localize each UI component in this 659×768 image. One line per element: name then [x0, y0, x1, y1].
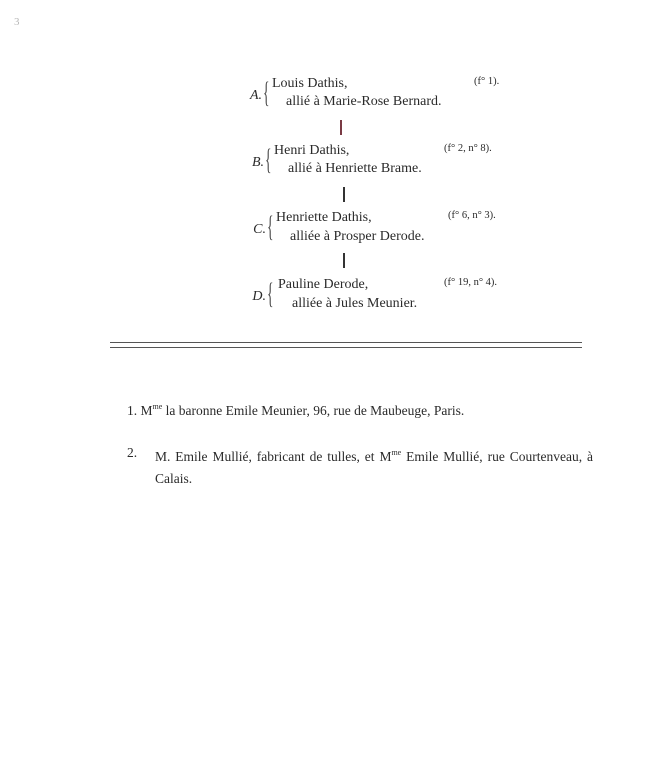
entry-spouse: allié à Henriette Brame. — [288, 161, 422, 176]
entry-folio: (f° 2, n° 8). — [444, 143, 492, 154]
brace-icon: { — [265, 143, 272, 176]
footnote-body — [155, 442, 593, 490]
brace-icon: { — [263, 76, 270, 109]
entry-name: Pauline Derode, — [278, 277, 369, 292]
brace-icon: { — [267, 210, 274, 243]
entry-name: Henri Dathis, — [274, 143, 350, 158]
entry-spouse: allié à Marie-Rose Bernard. — [286, 94, 442, 109]
entry-spouse: alliée à Prosper Derode. — [290, 229, 425, 244]
entry-folio: (f° 6, n° 3). — [448, 210, 496, 221]
entry-name: Louis Dathis, — [272, 76, 348, 91]
brace-icon: { — [267, 277, 274, 310]
connector-line — [340, 120, 342, 135]
footnote-title-sup: me — [152, 402, 163, 411]
entry-name: Henriette Dathis, — [276, 210, 372, 225]
entry-letter: C. — [253, 222, 266, 237]
entry-letter: B. — [251, 155, 264, 170]
footnote-text-b: Emile Mullié, rue Courtenveau, à Calais. — [155, 449, 593, 486]
connector-line — [343, 187, 345, 202]
entry-letter: D. — [252, 289, 266, 304]
footnote-title-sup: me — [391, 448, 402, 457]
entry-letter: A. — [249, 88, 262, 103]
divider-rule-top — [110, 342, 582, 343]
entry-spouse: alliée à Jules Meunier. — [292, 296, 418, 311]
divider-rule-bottom — [110, 347, 582, 348]
entry-folio: (f° 1). — [474, 76, 500, 87]
footnote-title: M — [140, 403, 153, 418]
footnote-number: 1. — [127, 403, 138, 418]
footnote-1 — [127, 396, 587, 422]
page-mark: 3 — [14, 16, 20, 28]
connector-line — [343, 253, 345, 268]
entry-folio: (f° 19, n° 4). — [444, 277, 498, 288]
footnote-text: la baronne Emile Meunier, 96, rue de Maubeuge, Paris. — [162, 403, 465, 418]
footnote-2 — [127, 442, 593, 490]
footnote-text-a: M. Emile Mullié, fabricant de tulles, et M — [155, 449, 392, 464]
footnote-number: 2. — [127, 445, 138, 460]
